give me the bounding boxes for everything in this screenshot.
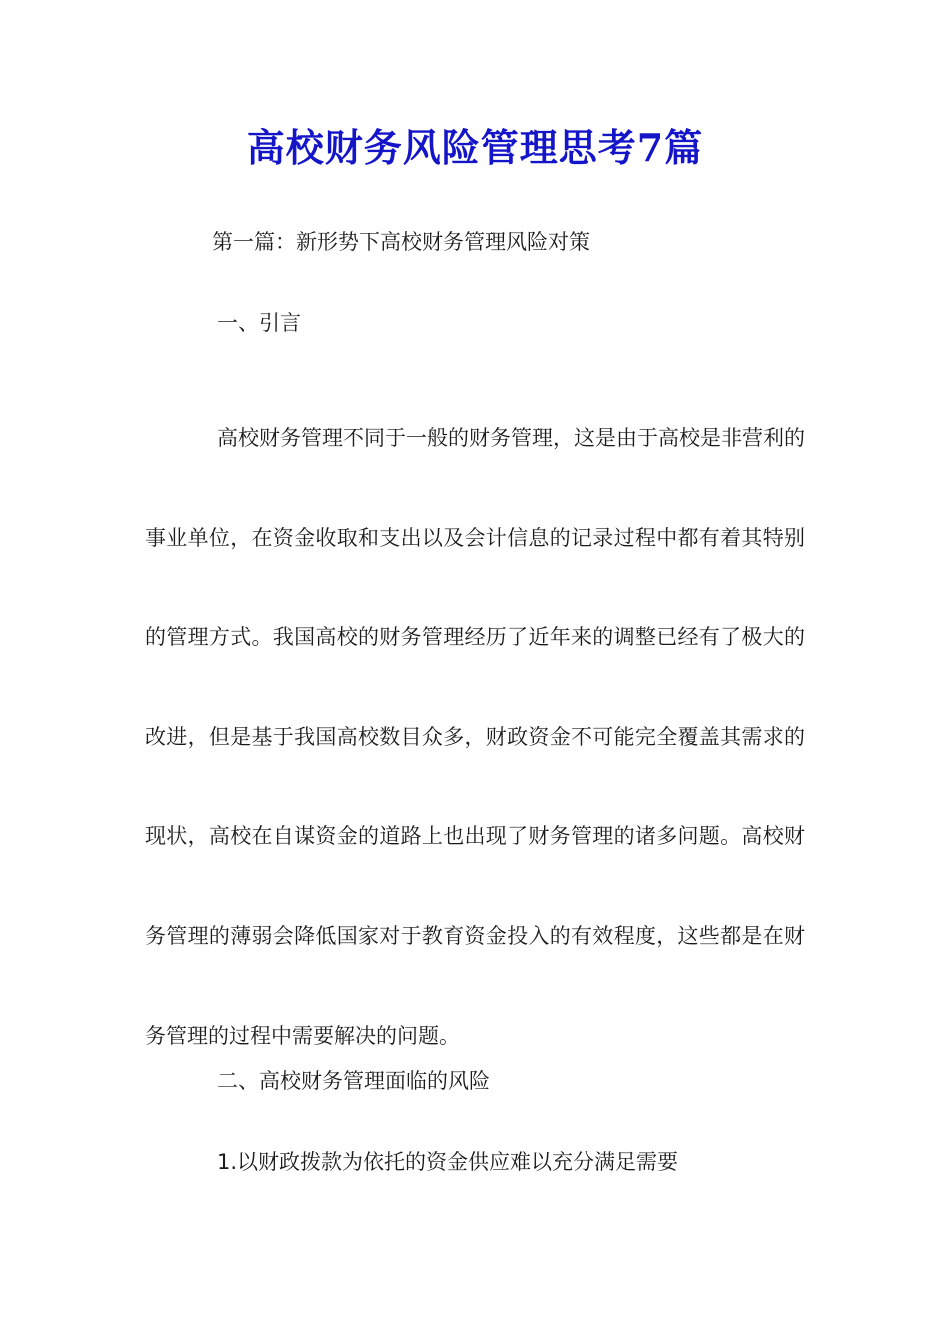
document-title: 高校财务风险管理思考7篇 (246, 125, 704, 170)
section-heading: 第一篇：新形势下高校财务管理风险对策 (212, 230, 590, 254)
subheading-funding: 1.以财政拨款为依托的资金供应难以充分满足需要 (217, 1150, 679, 1174)
heading-risks: 二、高校财务管理面临的风险 (217, 1069, 490, 1093)
heading-introduction: 一、引言 (217, 311, 301, 335)
introduction-paragraph: 高校财务管理不同于一般的财务管理，这是由于高校是非营利的事业单位，在资金收取和支出以及会计信息的记录过程中都有着其特别的管理方式。我国高校的财务管理经历了近年来的调整已经有了极大的改进，但是基于我国高校数目众多，财政资金不可能完全覆盖其需求的现状，高校在自谋资金的道路上也出现了财务管理的诸多问题。高校财务管理的薄弱会降低国家对于教育资金投入的有效程度，这些都是在财务管理的过程中需要解决的问题。 (145, 426, 805, 1048)
